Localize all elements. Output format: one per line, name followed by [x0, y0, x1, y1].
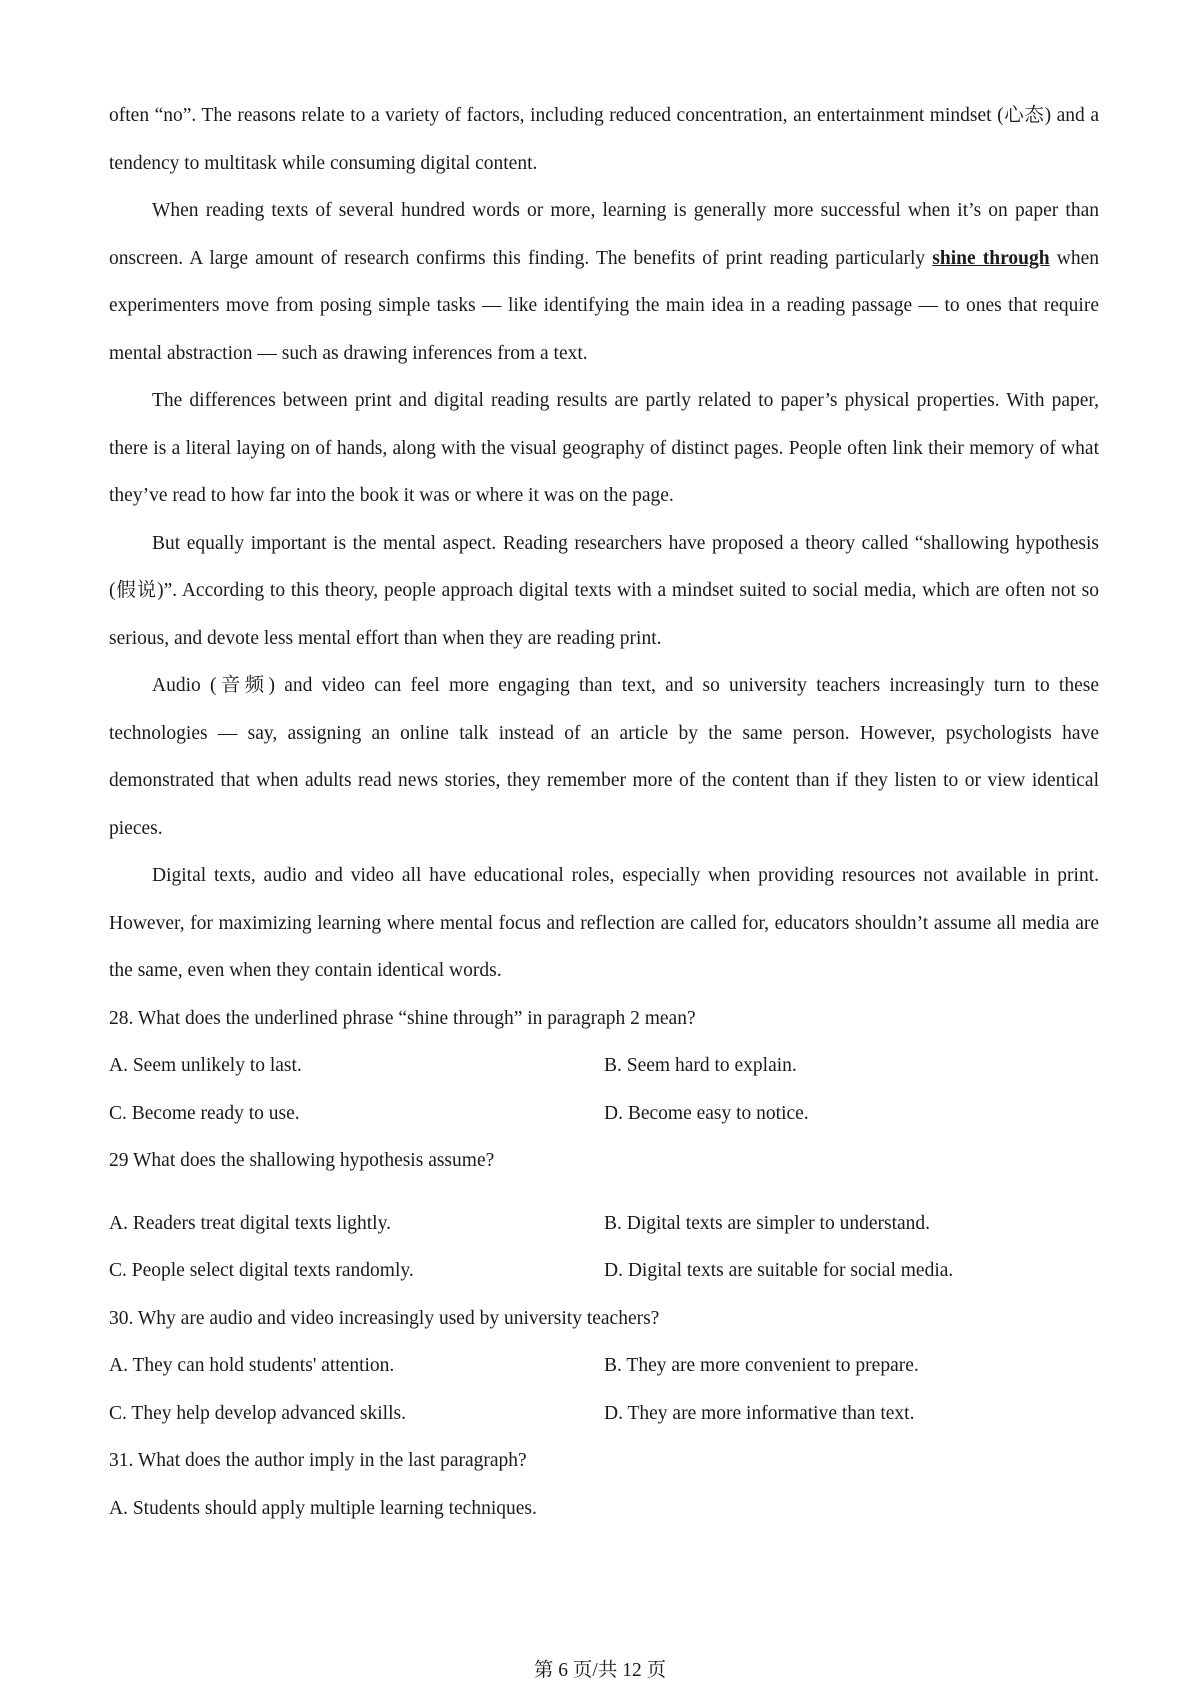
- question-30: [109, 1295, 1099, 1438]
- question-30-stem: 30. Why are audio and video increasingly used by university teachers?: [109, 1307, 660, 1329]
- passage-paragraph-3: The differences between print and digital reading results are partly related to paper’s physical properties. With paper, there is a literal laying on of hands, along with the visual geography of distinct pages. People often link their memory of what they’ve read to how far into the book it was or where it was on the page.: [109, 390, 1099, 506]
- question-30-option-a: A. They can hold students' attention.: [109, 1355, 395, 1376]
- passage-paragraph-5: Audio (音频) and video can feel more engaging than text, and so university teachers increasingly turn to these technologies — say, assigning an online talk instead of an article by the same person. However, psychologists have demonstrated that when adults read news stories, they remember more of the content than if they listen to or view identical pieces.: [109, 675, 1099, 839]
- passage-paragraph-4: But equally important is the mental aspect. Reading researchers have proposed a theory called “shallowing hypothesis (假说)”. According to this theory, people approach digital texts with a mindset suited to social media, which are often not so serious, and devote less mental effort than when they are reading print.: [109, 532, 1099, 649]
- question-28-option-c: C. Become ready to use.: [109, 1102, 300, 1124]
- question-29-stem: 29 What does the shallowing hypothesis assume?: [109, 1150, 495, 1171]
- question-29-options: [109, 1200, 1099, 1295]
- exam-page: [109, 92, 1099, 1532]
- paragraph-2-text-after: when experimenters move from posing simple tasks — like identifying the main idea in a reading passage — to ones that require mental abstraction — such as drawing inferences from a text.: [109, 247, 1099, 364]
- question-28-option-a: A. Seem unlikely to last.: [109, 1055, 302, 1076]
- question-30-option-b: B. They are more convenient to prepare.: [604, 1355, 919, 1376]
- question-31: [109, 1437, 1099, 1532]
- passage-paragraph-6: Digital texts, audio and video all have educational roles, especially when providing resources not available in print. However, for maximizing learning where mental focus and reflection are called for, educators shouldn’t assume all media are the same, even when they contain identical words.: [109, 865, 1099, 981]
- question-29-option-a: A. Readers treat digital texts lightly.: [109, 1212, 391, 1234]
- paragraph-2-text-before: When reading texts of several hundred words or more, learning is generally more successful when it’s on paper than onscreen. A large amount of research confirms this finding. The benefits of print reading particularly: [109, 200, 1099, 269]
- question-30-option-c: C. They help develop advanced skills.: [109, 1402, 406, 1424]
- page-number-footer: 第 6 页/共 12 页: [533, 1660, 667, 1681]
- question-31-stem: 31. What does the author imply in the last paragraph?: [109, 1450, 527, 1471]
- question-29-option-b: B. Digital texts are simpler to understand.: [604, 1212, 931, 1234]
- question-28-option-b: B. Seem hard to explain.: [604, 1055, 797, 1076]
- question-31-option-a: A. Students should apply multiple learning techniques.: [109, 1497, 537, 1519]
- underlined-phrase-shine-through: shine through: [932, 247, 1050, 269]
- passage-paragraph-2: [109, 187, 1099, 377]
- question-28: [109, 995, 1099, 1138]
- passage-paragraph-1: often “no”. The reasons relate to a variety of factors, including reduced concentration, an entertainment mindset (心态) and a tendency to multitask while consuming digital content.: [109, 105, 1099, 174]
- question-29-option-c: C. People select digital texts randomly.: [109, 1260, 414, 1281]
- question-28-option-d: D. Become easy to notice.: [604, 1102, 809, 1124]
- question-29-option-d: D. Digital texts are suitable for social media.: [604, 1260, 954, 1281]
- question-29: [109, 1137, 1099, 1295]
- question-28-stem: 28. What does the underlined phrase “shine through” in paragraph 2 mean?: [109, 1007, 696, 1029]
- question-30-options: [109, 1342, 1099, 1437]
- question-30-option-d: D. They are more informative than text.: [604, 1402, 915, 1424]
- question-28-options: [109, 1042, 1099, 1137]
